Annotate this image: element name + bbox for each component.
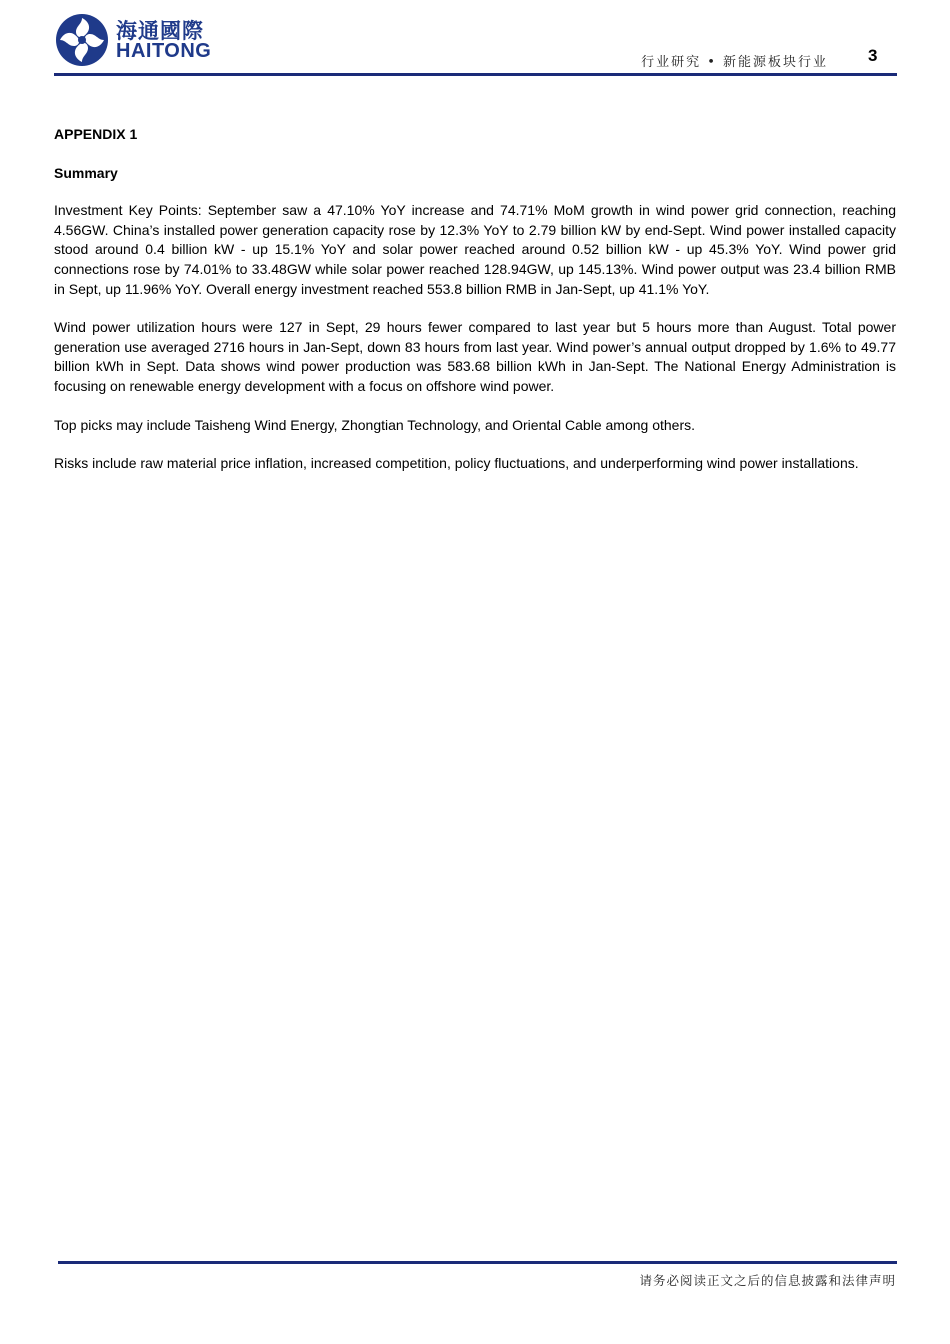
footer-divider bbox=[58, 1261, 897, 1264]
paragraph-top-picks: Top picks may include Taisheng Wind Energy, Zhongtian Technology, and Oriental Cable among others. bbox=[54, 416, 695, 433]
header-divider bbox=[54, 73, 897, 76]
footer-disclaimer: 请务必阅读正文之后的信息披露和法律声明 bbox=[639, 1273, 896, 1288]
summary-heading: Summary bbox=[54, 164, 118, 181]
report-category-title: 行业研究 • 新能源板块行业 bbox=[641, 55, 828, 70]
page-header bbox=[0, 0, 950, 80]
haitong-emblem-icon bbox=[54, 12, 110, 68]
main-content bbox=[54, 125, 896, 493]
paragraph-risks: Risks include raw material price inflation, increased competition, policy fluctuations, and underperforming wind power installations. bbox=[54, 455, 859, 472]
appendix-heading: APPENDIX 1 bbox=[54, 126, 138, 142]
paragraph-utilization-hours: Wind power utilization hours were 127 in Sept, 29 hours fewer compared to last year but 5 hours more than August. Total power generation use averaged 2716 hours in Jan-Sept, down 83 hours from last year. Wind power’s annual output dropped by 1.6% to 49.77 billion kWh in Sept. Data shows wind power production was 583.68 billion kWh in Jan-Sept. The National Energy Administration is focusing on renewable energy development with a focus on offshore wind power. bbox=[54, 319, 896, 394]
paragraph-investment-key-points: Investment Key Points: September saw a 47.10% YoY increase and 74.71% MoM growth in wind power grid connection, reaching 4.56GW. China’s installed power generation capacity rose by 12.3% YoY to 2.79 billion kW by end-Sept. Wind power installed capacity stood around 0.4 billion kW - up 15.1% YoY and solar power reached around 0.52 billion kW - up 45.3% YoY. Wind power grid connections rose by 74.01% to 33.48GW while solar power reached 128.94GW, up 145.13%. Wind power output was 23.4 billion RMB in Sept, up 11.96% YoY. Overall energy investment reached 553.8 billion RMB in Jan-Sept, up 41.1% YoY. bbox=[54, 202, 896, 297]
haitong-logo bbox=[54, 12, 214, 68]
logo-english-text: HAITONG bbox=[116, 40, 212, 62]
page-number: 3 bbox=[868, 46, 878, 65]
logo-chinese-text: 海通國際 bbox=[116, 19, 204, 43]
